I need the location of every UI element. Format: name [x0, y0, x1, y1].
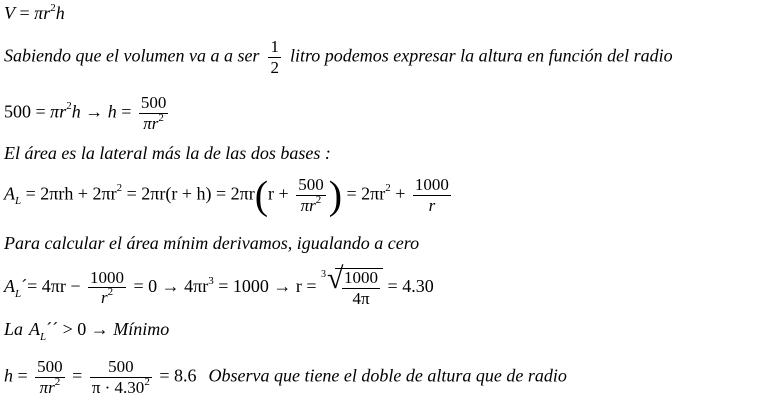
derivative-expression: = 4πr −: [27, 275, 86, 296]
fraction-1000-over-r2: [88, 269, 126, 308]
fraction-numerator: 1000: [414, 175, 449, 194]
fraction-numerator: 1000: [344, 268, 379, 287]
exponent: 2: [385, 182, 391, 195]
fraction-numerator: 500: [37, 357, 63, 376]
denominator-text: πr: [143, 113, 159, 133]
denominator-text: πr: [39, 377, 55, 397]
plus-sign: +: [390, 183, 410, 204]
exponent: 2: [158, 111, 164, 124]
fraction-denominator: [296, 193, 326, 215]
var-a: A: [29, 319, 41, 339]
var-h: h: [4, 365, 13, 386]
lhs-500: 500 =: [4, 101, 51, 122]
formula-area: [4, 172, 454, 218]
cube-root: [321, 262, 383, 308]
statement-text-before: Sabiendo que el volumen va a a ser: [4, 45, 260, 66]
fraction-denominator: [90, 375, 152, 397]
fraction-1000-over-4pi: [342, 269, 380, 308]
area-expansion-1: = 2πrh + 2πr: [21, 183, 117, 204]
radical-sign: √: [327, 262, 344, 295]
text-derivative-statement: Para calcular el área mínim derivamos, igualando a cero: [4, 233, 420, 253]
denominator-text: π · 4.30: [91, 377, 145, 397]
equals-sign: =: [13, 365, 33, 386]
pi-symbol: π: [50, 101, 60, 122]
var-a: A: [4, 275, 15, 296]
fraction-denominator: [35, 375, 65, 397]
equals-sign: =: [67, 365, 87, 386]
derivative-solution: = 1000 → r =: [213, 275, 322, 296]
fraction-500-over-pi-430sq: [90, 358, 152, 397]
text-volume-statement: [4, 38, 673, 77]
subscript-l: L: [15, 195, 22, 208]
arrow: →: [80, 101, 108, 122]
exponent: 2: [54, 375, 61, 388]
fraction-numerator: 500: [298, 175, 324, 194]
area-expansion-3: = 2πr: [342, 183, 386, 204]
var-r: r: [59, 101, 67, 122]
pi-symbol: π: [34, 3, 44, 23]
var-h: h: [71, 101, 81, 122]
exponent: 2: [107, 286, 114, 299]
denominator-text: r: [100, 288, 108, 308]
formula-height-result: [4, 358, 567, 397]
exponent: 2: [315, 193, 322, 206]
close-paren: ): [328, 172, 343, 218]
fraction-denominator: 4π: [352, 288, 370, 308]
fraction-numerator: 500: [90, 358, 152, 378]
root-index: 3: [321, 269, 327, 280]
equals-sign: =: [15, 3, 35, 23]
area-expansion-2: = 2πr(r + h) = 2πr: [122, 183, 255, 204]
exponent: 3: [208, 274, 214, 287]
var-h: h: [107, 101, 117, 122]
greater-than-zero: > 0 →: [58, 319, 114, 339]
inner-term: r +: [268, 183, 294, 204]
var-v: V: [4, 3, 15, 23]
subscript-l: L: [15, 287, 22, 300]
fraction-numerator: 500: [140, 93, 167, 112]
open-paren: (: [254, 172, 269, 218]
exponent: 2: [50, 2, 56, 14]
radius-result: = 4.30: [383, 275, 434, 296]
prime-mark: ´: [21, 275, 28, 296]
fraction-numerator: 1000: [90, 267, 125, 287]
fraction-500-over-pi-r2: [296, 176, 326, 215]
statement-text-after: litro podemos expresar la altura en función del radio: [289, 45, 673, 66]
derivative-equation: = 0 → 4πr: [129, 275, 209, 296]
fraction-numerator: 1: [270, 37, 279, 56]
fraction-denominator: [139, 111, 169, 133]
fraction-500-over-pi-r2: [139, 94, 169, 133]
equals-sign: =: [116, 101, 136, 122]
exponent: 2: [116, 182, 123, 195]
exponent: 2: [66, 100, 72, 113]
text-area-statement: El área es la lateral más la de las dos bases :: [4, 143, 331, 163]
exponent: 2: [144, 375, 150, 388]
var-h: h: [55, 3, 65, 23]
double-prime-mark: ´´: [46, 319, 59, 339]
comment-text: Observa que tiene el doble de altura que de radio: [208, 365, 567, 386]
text-la: La: [4, 319, 24, 339]
subscript-l: L: [40, 331, 47, 343]
height-result: = 8.6: [154, 365, 197, 386]
fraction-1000-over-r: [413, 176, 451, 215]
text-minimo: Mínimo: [113, 319, 170, 339]
denominator-text: πr: [300, 195, 316, 215]
fraction-denominator: 2: [270, 57, 279, 77]
formula-derivative: [4, 262, 434, 308]
fraction-denominator: [88, 288, 126, 307]
var-a: A: [4, 183, 15, 204]
fraction-one-half: [268, 38, 281, 77]
formula-height: [4, 94, 171, 133]
formula-minimum-check: [4, 319, 170, 343]
var-r: r: [43, 3, 51, 23]
fraction-denominator: r: [428, 195, 436, 215]
formula-volume: [4, 4, 65, 22]
fraction-500-over-pi-r2: [35, 358, 65, 397]
